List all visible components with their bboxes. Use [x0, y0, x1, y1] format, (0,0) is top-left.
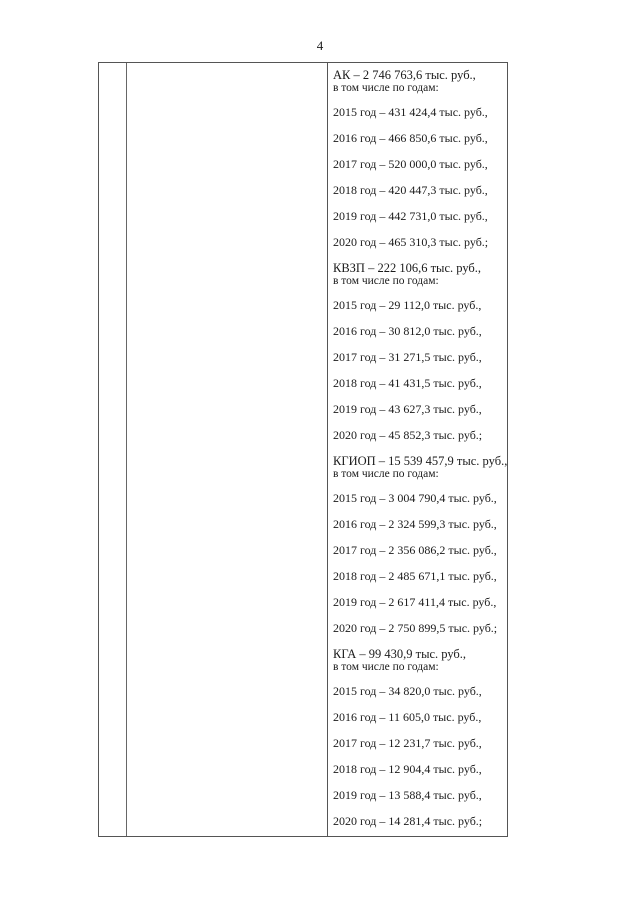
year-line: 2016 год – 30 812,0 тыс. руб.,: [333, 324, 482, 338]
block-heading: КГА – 99 430,9 тыс. руб.,: [333, 647, 467, 661]
year-line: 2019 год – 442 731,0 тыс. руб.,: [333, 209, 488, 223]
year-line: 2018 год – 12 904,4 тыс. руб.,: [333, 762, 482, 776]
year-line: 2018 год – 2 485 671,1 тыс. руб.,: [333, 569, 497, 583]
year-line: 2016 год – 2 324 599,3 тыс. руб.,: [333, 517, 497, 531]
block-heading: КВЗП – 222 106,6 тыс. руб.,: [333, 261, 482, 275]
funding-table: [98, 62, 508, 837]
year-line: 2019 год – 43 627,3 тыс. руб.,: [333, 402, 482, 416]
table-column-number: [99, 63, 127, 836]
year-line: 2016 год – 466 850,6 тыс. руб.,: [333, 131, 488, 145]
year-line: 2020 год – 465 310,3 тыс. руб.;: [333, 235, 489, 249]
year-line: 2020 год – 14 281,4 тыс. руб.;: [333, 814, 483, 828]
year-line: 2015 год – 29 112,0 тыс. руб.,: [333, 298, 482, 312]
year-line: 2019 год – 13 588,4 тыс. руб.,: [333, 788, 482, 802]
table-column-values: [328, 63, 507, 836]
block-subheading: в том числе по годам:: [333, 468, 439, 480]
block-heading: КГИОП – 15 539 457,9 тыс. руб.,: [333, 454, 508, 468]
block-subheading: в том числе по годам:: [333, 661, 439, 673]
year-line: 2016 год – 11 605,0 тыс. руб.,: [333, 710, 482, 724]
year-line: 2018 год – 420 447,3 тыс. руб.,: [333, 183, 488, 197]
year-line: 2015 год – 431 424,4 тыс. руб.,: [333, 105, 488, 119]
year-line: 2015 год – 34 820,0 тыс. руб.,: [333, 684, 482, 698]
year-line: 2020 год – 45 852,3 тыс. руб.;: [333, 428, 483, 442]
year-line: 2020 год – 2 750 899,5 тыс. руб.;: [333, 621, 498, 635]
block-subheading: в том числе по годам:: [333, 275, 439, 287]
year-line: 2017 год – 2 356 086,2 тыс. руб.,: [333, 543, 497, 557]
year-line: 2017 год – 12 231,7 тыс. руб.,: [333, 736, 482, 750]
year-line: 2019 год – 2 617 411,4 тыс. руб.,: [333, 595, 497, 609]
table-column-name: [127, 63, 328, 836]
year-line: 2017 год – 31 271,5 тыс. руб.,: [333, 350, 482, 364]
block-heading: АК – 2 746 763,6 тыс. руб.,: [333, 68, 476, 82]
year-line: 2015 год – 3 004 790,4 тыс. руб.,: [333, 491, 497, 505]
page-number: 4: [316, 38, 324, 53]
block-subheading: в том числе по годам:: [333, 82, 439, 94]
year-line: 2017 год – 520 000,0 тыс. руб.,: [333, 157, 488, 171]
year-line: 2018 год – 41 431,5 тыс. руб.,: [333, 376, 482, 390]
